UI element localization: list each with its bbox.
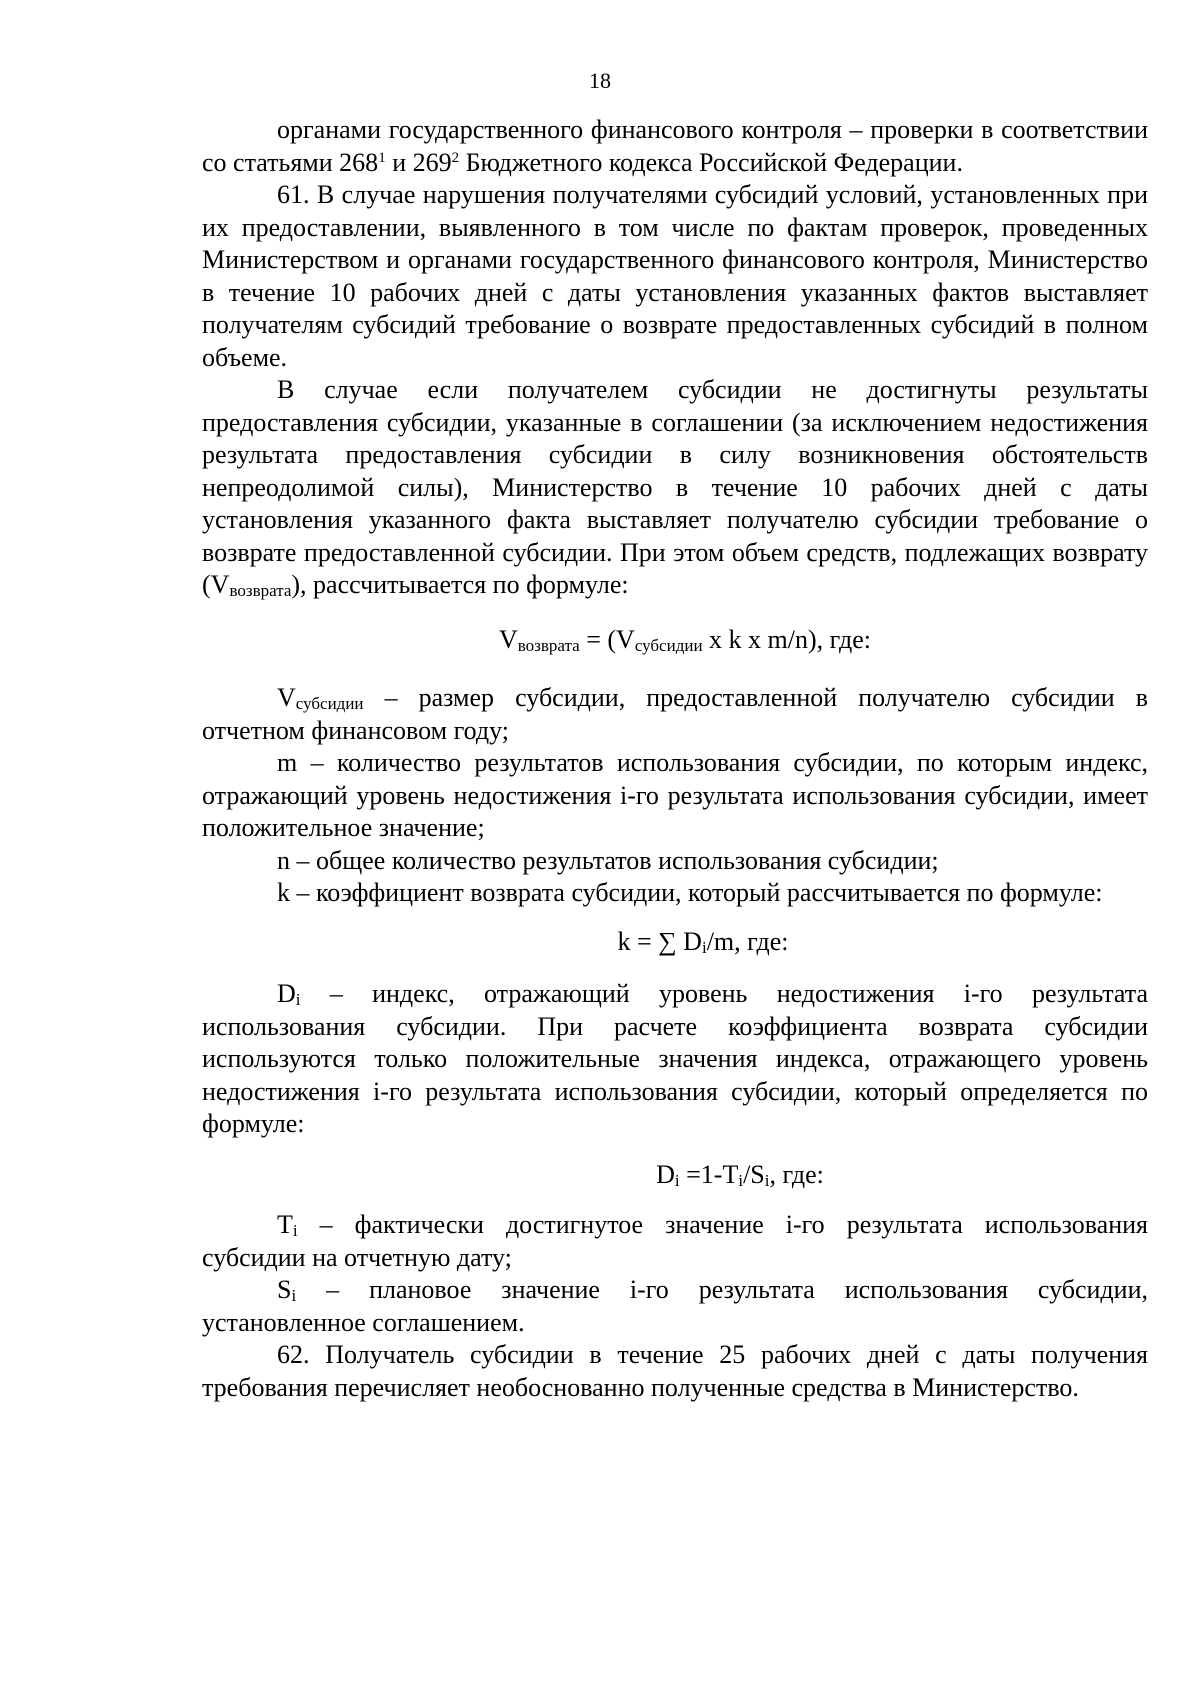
subscript: i: [295, 990, 301, 1009]
definition-symbol: T: [277, 1210, 293, 1239]
definition-s: [202, 1274, 1148, 1339]
subscript: возврата: [229, 581, 292, 600]
page-number: [0, 68, 1200, 94]
definition-text: – плановое значение i-го результата использования субсидии, установленное соглашением.: [202, 1275, 1148, 1337]
paragraph-text: В случае если получателем субсидии не достигнуты результаты предоставления субсидии, указанные в соглашении (за исключением недостижения результата предоставления субсидии в силу возникновения обстоятельств непреодолимой силы), Министерство в течение 10 рабочих дней с даты установления указанного факта выставляет получателю субсидии требование о возврате предоставленной субсидии. При этом объем средств, подлежащих возврату (V: [202, 375, 1148, 599]
formula-text: , где:: [769, 1159, 824, 1189]
superscript: 1: [378, 149, 386, 166]
formula-text: x k x m/n), где:: [702, 624, 872, 654]
subscript: i: [764, 1170, 770, 1190]
definition-v-subsidy: [202, 682, 1148, 747]
subscript: i: [291, 1286, 297, 1305]
subscript: субсидии: [634, 635, 703, 655]
paragraph-text: органами государственного финансового контроля – проверки в соответствии со статьями 268: [202, 115, 1148, 177]
definition-m: m – количество результатов использования субсидии, по которым индекс, отражающий уровень недостижения i-го результата использования субсидии, имеет положительное значение;: [202, 748, 1148, 842]
page-number-text: 18: [589, 68, 611, 93]
definition-symbol: V: [277, 683, 296, 712]
definition-text: – размер субсидии, предоставленной получателю субсидии в отчетном финансовом году;: [202, 683, 1148, 745]
formula-text: D: [656, 1159, 675, 1189]
definition-symbol: S: [277, 1275, 292, 1304]
subscript: субсидии: [295, 694, 364, 713]
definition-n: n – общее количество результатов использования субсидии;: [277, 845, 939, 875]
definition-text: – индекс, отражающий уровень недостижения i-го результата использования субсидии. При расчете коэффициента возврата субсидии используются только положительные значения индекса, отражающего уровень недостижения i-го результата использования субсидии, который определяется по формуле:: [202, 979, 1148, 1138]
definition-k: k – коэффициент возврата субсидии, который рассчитывается по формуле:: [277, 878, 1103, 907]
formula-text: /S: [743, 1159, 765, 1189]
definition-t: [202, 1209, 1148, 1274]
subscript: i: [738, 1170, 744, 1190]
definition-text: – фактически достигнутое значение i-го результата использования субсидии на отчетную дату;: [202, 1210, 1148, 1272]
formula-text: /m, где:: [706, 926, 789, 956]
subscript: i: [292, 1221, 298, 1240]
paragraph-61: 61. В случае нарушения получателями субсидий условий, установленных при их предоставлении, выявленного в том числе по фактам проверок, проведенных Министерством и органами государственного финансового контроля, Министерство в течение 10 рабочих дней с даты установления указанных фактов выставляет получателям субсидий требование о возврате предоставленных субсидий в полном объеме.: [202, 180, 1148, 372]
formula-d: [202, 1159, 1148, 1192]
paragraph-62: 62. Получатель субсидии в течение 25 рабочих дней с даты получения требования перечисляет необоснованно полученные средства в Министерство.: [202, 1340, 1148, 1402]
formula-text: k = ∑ D: [617, 926, 702, 956]
subscript: i: [701, 937, 707, 957]
paragraph-text: Бюджетного кодекса Российской Федерации.: [459, 147, 963, 177]
definition-symbol: D: [277, 979, 296, 1008]
paragraph-text: и 269: [385, 147, 452, 177]
formula-text: V: [498, 624, 518, 654]
text-column: [202, 114, 1148, 1404]
paragraph-underachievement: [202, 374, 1148, 602]
paragraph-text: ), рассчитывается по формуле:: [291, 570, 629, 599]
formula-text: =1-T: [679, 1159, 739, 1189]
paragraph-continuation: [202, 114, 1148, 179]
subscript: i: [674, 1170, 680, 1190]
superscript: 2: [451, 149, 460, 166]
formula-k: [202, 926, 1148, 959]
formula-text: = (V: [579, 624, 635, 654]
formula-v-return: [202, 624, 1148, 657]
subscript: возврата: [517, 635, 580, 655]
definition-d: [202, 978, 1148, 1141]
